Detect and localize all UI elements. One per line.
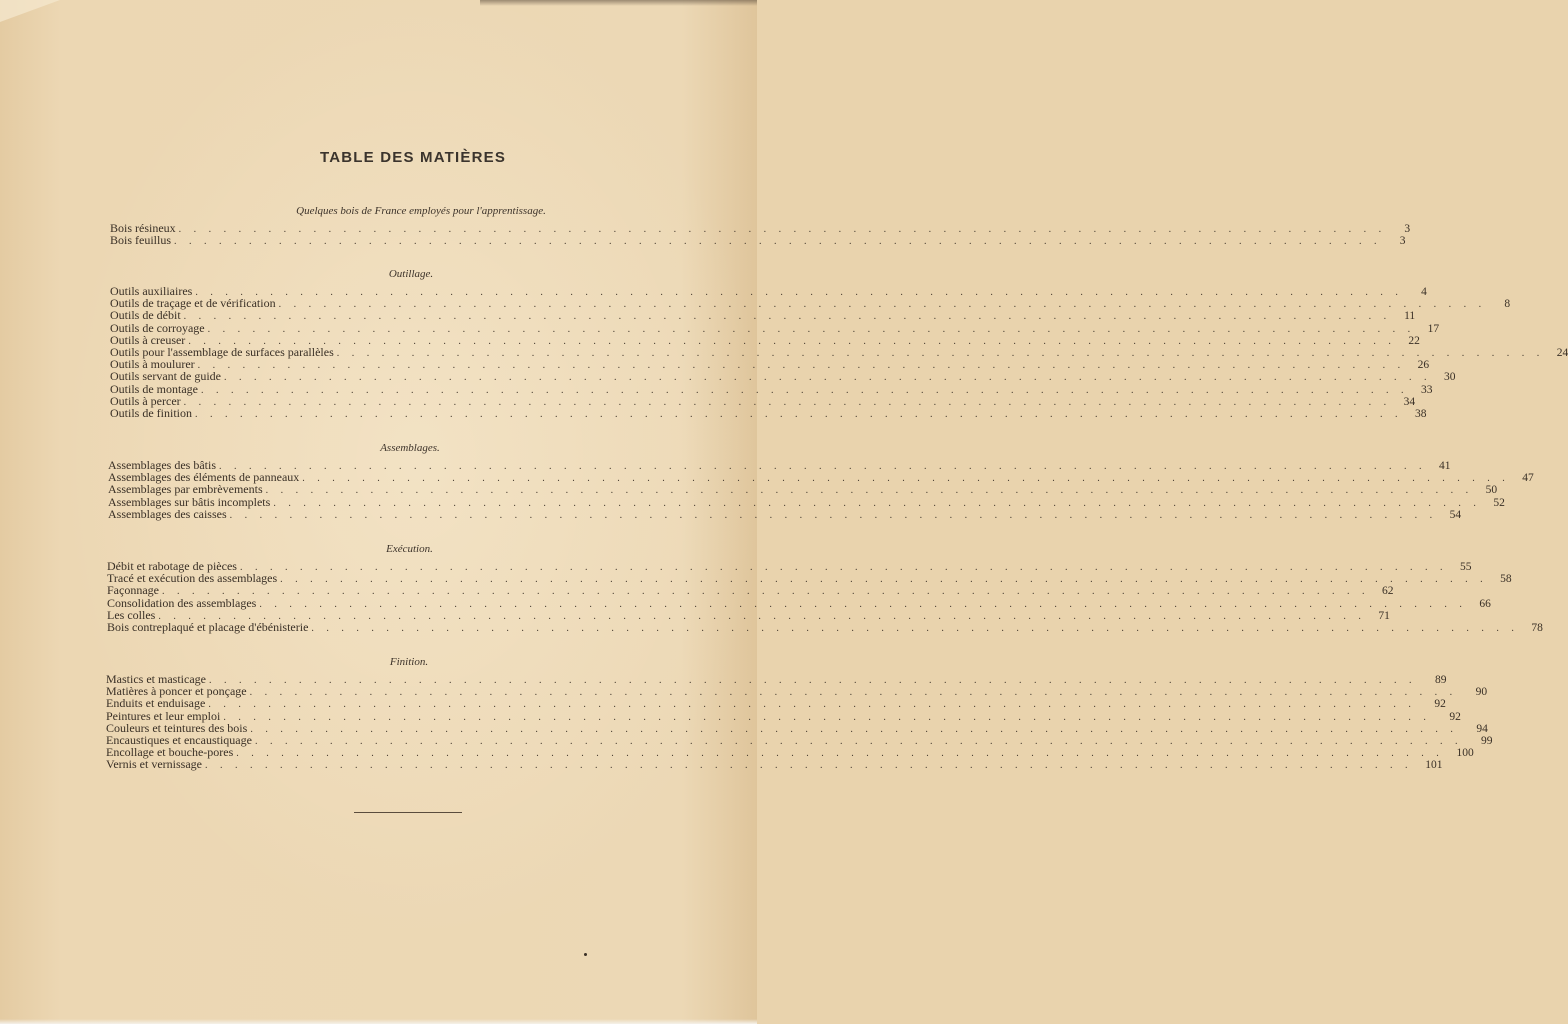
toc-entry-label: Les colles — [107, 607, 156, 622]
toc-entry — [110, 344, 1568, 359]
toc-entry — [106, 757, 1443, 772]
toc-entry-label: Assemblages des éléments de panneaux — [108, 470, 300, 485]
toc-entry-label: Outils auxiliaires — [110, 284, 193, 298]
toc-section-assemblages — [108, 442, 1534, 521]
toc-entry-page-number: 101 — [1425, 759, 1443, 772]
toc-entry-page-number: 94 — [1476, 722, 1488, 735]
toc-entry — [108, 482, 1498, 497]
dot-leader: . . . . . . . . . . . . . . . . . . . . . . . . . . . . . . . . . . . . . . . . . . . . . . . . . . . . . . . . . . . . . . . . . . . . . . . . . . . . . . . . . — [158, 610, 1366, 622]
dot-leader: . . . . . . . . . . . . . . . . . . . . . . . . . . . . . . . . . . . . . . . . . . . . . . . . . . . . . . . . . . . . . . . . . . . . . . . . . . . . . . . . . — [208, 699, 1416, 711]
toc-entry — [110, 369, 1456, 384]
closing-rule — [354, 812, 462, 813]
toc-section-outillage — [110, 268, 1568, 420]
section-heading: Quelques bois de France employés pour l'apprentissage. — [296, 205, 546, 217]
toc-entry — [110, 296, 1511, 311]
toc-entry-page-number: 100 — [1456, 747, 1474, 760]
toc-entry-page-number: 22 — [1408, 334, 1420, 347]
toc-entry-page-number: 11 — [1404, 310, 1416, 323]
toc-entry — [110, 233, 1406, 248]
paper-speck — [584, 953, 587, 956]
toc-entry-page-number: 24 — [1556, 346, 1568, 359]
toc-entry-page-number: 38 — [1415, 407, 1427, 420]
dot-leader: . . . . . . . . . . . . . . . . . . . . . . . . . . . . . . . . . . . . . . . . . . . . . . . . . . . . . . . . . . . . . . . . . . . . . . . . . . . . . . . . . — [278, 299, 1487, 311]
entry-list — [108, 458, 1534, 521]
dot-leader: . . . . . . . . . . . . . . . . . . . . . . . . . . . . . . . . . . . . . . . . . . . . . . . . . . . . . . . . . . . . . . . . . . . . . . . . . . . . . . . . . — [204, 760, 1413, 772]
entry-list — [110, 221, 1411, 248]
toc-entry-page-number: 78 — [1531, 621, 1543, 634]
dot-leader: . . . . . . . . . . . . . . . . . . . . . . . . . . . . . . . . . . . . . . . . . . . . . . . . . . . . . . . . . . . . . . . . . . . . . . . . . . . . . . . . . — [188, 335, 1396, 347]
toc-entry-page-number: 92 — [1434, 698, 1446, 711]
toc-entry-label: Outils à creuser — [110, 332, 186, 347]
toc-entry-page-number: 54 — [1449, 508, 1462, 521]
toc-entry-label: Assemblages sur bâtis incomplets — [108, 494, 271, 509]
toc-section-execution — [107, 543, 1543, 634]
toc-entry-page-number: 26 — [1417, 359, 1430, 372]
toc-entry-page-number: 41 — [1438, 460, 1451, 472]
toc-entry-label: Débit et rabotage de pièces — [107, 559, 237, 573]
dot-leader: . . . . . . . . . . . . . . . . . . . . . . . . . . . . . . . . . . . . . . . . . . . . . . . . . . . . . . . . . . . . . . . . . . . . . . . . . . . . . . . . . — [174, 236, 1382, 248]
dot-leader: . . . . . . . . . . . . . . . . . . . . . . . . . . . . . . . . . . . . . . . . . . . . . . . . . . . . . . . . . . . . . . . . . . . . . . . . . . . . . . . . . — [183, 396, 1392, 408]
dot-leader: . . . . . . . . . . . . . . . . . . . . . . . . . . . . . . . . . . . . . . . . . . . . . . . . . . . . . . . . . . . . . . . . . . . . . . . . . . . . . . . . . — [311, 622, 1519, 634]
toc-entry-page-number: 34 — [1403, 395, 1416, 408]
dot-leader: . . . . . . . . . . . . . . . . . . . . . . . . . . . . . . . . . . . . . . . . . . . . . . . . . . . . . . . . . . . . . . . . . . . . . . . . . . . . . . . . . — [195, 408, 1403, 420]
toc-entry-label: Outils de finition — [110, 405, 192, 420]
toc-entry — [110, 221, 1411, 235]
toc-entry-label: Encollage et bouche-pores — [106, 745, 234, 760]
toc-entry-label: Outils servant de guide — [110, 369, 221, 384]
toc-entry-page-number: 30 — [1443, 371, 1456, 384]
toc-entry-label: Bois contreplaqué et placage d'ébénisterie — [107, 619, 309, 634]
dot-leader: . . . . . . . . . . . . . . . . . . . . . . . . . . . . . . . . . . . . . . . . . . . . . . . . . . . . . . . . . . . . . . . . . . . . . . . . . . . . . . . . . — [249, 687, 1458, 699]
page-corner-fold — [0, 0, 60, 22]
section-heading: Finition. — [389, 656, 429, 668]
toc-entry — [108, 506, 1462, 521]
toc-entry — [107, 595, 1491, 610]
toc-entry-label: Peintures et leur emploi — [106, 708, 221, 723]
toc-entry-page-number: 99 — [1480, 734, 1493, 747]
toc-entry-label: Outils pour l'assemblage de surfaces parallèles — [110, 344, 334, 359]
toc-entry-page-number: 92 — [1449, 710, 1461, 723]
dot-leader: . . . . . . . . . . . . . . . . . . . . . . . . . . . . . . . . . . . . . . . . . . . . . . . . . . . . . . . . . . . . . . . . . . . . . . . . . . . . . . . . . — [280, 574, 1488, 586]
toc-entry — [107, 619, 1543, 634]
dot-leader: . . . . . . . . . . . . . . . . . . . . . . . . . . . . . . . . . . . . . . . . . . . . . . . . . . . . . . . . . . . . . . . . . . . . . . . . . . . . . . . . . — [239, 562, 1448, 573]
toc-entry-page-number: 4 — [1421, 286, 1427, 298]
toc-entry — [110, 308, 1416, 323]
toc-entry — [110, 405, 1427, 420]
toc-entry-label: Façonnage — [107, 583, 159, 598]
page-top-edge-shadow — [480, 0, 757, 6]
toc-entry-label: Bois résineux — [110, 221, 176, 235]
dot-leader: . . . . . . . . . . . . . . . . . . . . . . . . . . . . . . . . . . . . . . . . . . . . . . . . . . . . . . . . . . . . . . . . . . . . . . . . . . . . . . . . . — [178, 224, 1387, 235]
toc-entry — [108, 494, 1505, 509]
toc-entry-page-number: 33 — [1420, 383, 1433, 396]
toc-entry-label: Mastics et masticage — [106, 672, 206, 686]
dot-leader: . . . . . . . . . . . . . . . . . . . . . . . . . . . . . . . . . . . . . . . . . . . . . . . . . . . . . . . . . . . . . . . . . . . . . . . . . . . . . . . . . — [223, 711, 1431, 723]
entry-list — [110, 284, 1568, 420]
toc-entry-label: Consolidation des assemblages — [107, 595, 257, 610]
toc-entry-label: Couleurs et teintures des bois — [106, 720, 248, 735]
section-heading: Assemblages. — [380, 442, 440, 454]
toc-entry-page-number: 66 — [1479, 597, 1491, 610]
toc-entry-page-number: 62 — [1381, 585, 1394, 598]
toc-entry-page-number: 71 — [1378, 609, 1390, 622]
toc-entry-label: Outils de montage — [110, 381, 198, 396]
toc-entry — [110, 393, 1416, 408]
toc-entry — [106, 708, 1461, 723]
dot-leader: . . . . . . . . . . . . . . . . . . . . . . . . . . . . . . . . . . . . . . . . . . . . . . . . . . . . . . . . . . . . . . . . . . . . . . . . . . . . . . . . . — [195, 287, 1403, 298]
toc-entry — [107, 571, 1512, 586]
dot-leader: . . . . . . . . . . . . . . . . . . . . . . . . . . . . . . . . . . . . . . . . . . . . . . . . . . . . . . . . . . . . . . . . . . . . . . . . . . . . . . . . . — [336, 347, 1545, 359]
toc-entry — [106, 696, 1446, 711]
section-heading: Exécution. — [386, 543, 433, 555]
toc-entry-label: Enduits et enduisage — [106, 696, 206, 711]
dot-leader: . . . . . . . . . . . . . . . . . . . . . . . . . . . . . . . . . . . . . . . . . . . . . . . . . . . . . . . . . . . . . . . . . . . . . . . . . . . . . . . . . — [161, 586, 1370, 598]
dot-leader: . . . . . . . . . . . . . . . . . . . . . . . . . . . . . . . . . . . . . . . . . . . . . . . . . . . . . . . . . . . . . . . . . . . . . . . . . . . . . . . . . — [265, 485, 1474, 497]
dot-leader: . . . . . . . . . . . . . . . . . . . . . . . . . . . . . . . . . . . . . . . . . . . . . . . . . . . . . . . . . . . . . . . . . . . . . . . . . . . . . . . . . — [197, 360, 1406, 372]
entry-list — [106, 672, 1493, 772]
toc-entry-label: Assemblages des caisses — [108, 506, 227, 521]
toc-entry-label: Assemblages des bâtis — [108, 458, 216, 472]
dot-leader: . . . . . . . . . . . . . . . . . . . . . . . . . . . . . . . . . . . . . . . . . . . . . . . . . . . . . . . . . . . . . . . . . . . . . . . . . . . . . . . . . — [200, 384, 1409, 396]
toc-entry-page-number: 58 — [1500, 573, 1512, 586]
toc-entry-label: Encaustiques et encaustiquage — [106, 732, 252, 747]
entry-list — [107, 559, 1543, 634]
toc-entry-page-number: 17 — [1427, 322, 1440, 335]
toc-entry — [110, 320, 1440, 335]
toc-entry-page-number: 47 — [1522, 472, 1534, 485]
toc-entry-label: Outils de débit — [110, 308, 181, 323]
dot-leader: . . . . . . . . . . . . . . . . . . . . . . . . . . . . . . . . . . . . . . . . . . . . . . . . . . . . . . . . . . . . . . . . . . . . . . . . . . . . . . . . . — [259, 598, 1467, 610]
dot-leader: . . . . . . . . . . . . . . . . . . . . . . . . . . . . . . . . . . . . . . . . . . . . . . . . . . . . . . . . . . . . . . . . . . . . . . . . . . . . . . . . . — [302, 473, 1510, 485]
toc-entry-label: Matières à poncer et ponçage — [106, 684, 247, 699]
toc-entry-label: Outils à percer — [110, 393, 181, 408]
toc-section-bois — [110, 205, 1411, 248]
toc-entry — [107, 583, 1394, 598]
toc-entry-label: Vernis et vernissage — [106, 757, 202, 772]
page-bottom-edge — [0, 1019, 757, 1024]
toc-entry-page-number: 3 — [1399, 235, 1406, 248]
dot-leader: . . . . . . . . . . . . . . . . . . . . . . . . . . . . . . . . . . . . . . . . . . . . . . . . . . . . . . . . . . . . . . . . . . . . . . . . . . . . . . . . . — [250, 723, 1458, 735]
toc-entry — [110, 381, 1433, 396]
page-title: TABLE DES MATIÈRES — [319, 149, 507, 166]
dot-leader: . . . . . . . . . . . . . . . . . . . . . . . . . . . . . . . . . . . . . . . . . . . . . . . . . . . . . . . . . . . . . . . . . . . . . . . . . . . . . . . . . — [236, 748, 1444, 760]
section-heading: Outillage. — [388, 268, 434, 280]
toc-entry-page-number: 55 — [1459, 561, 1472, 573]
toc-entry-label: Bois feuillus — [110, 233, 172, 248]
toc-section-finition — [106, 656, 1493, 772]
toc-entry-page-number: 52 — [1493, 496, 1505, 509]
dot-leader: . . . . . . . . . . . . . . . . . . . . . . . . . . . . . . . . . . . . . . . . . . . . . . . . . . . . . . . . . . . . . . . . . . . . . . . . . . . . . . . . . — [183, 311, 1392, 323]
dot-leader: . . . . . . . . . . . . . . . . . . . . . . . . . . . . . . . . . . . . . . . . . . . . . . . . . . . . . . . . . . . . . . . . . . . . . . . . . . . . . . . . . — [223, 372, 1432, 384]
toc-entry-page-number: 3 — [1404, 223, 1411, 235]
toc-entry-page-number: 8 — [1504, 298, 1511, 311]
toc-entry-page-number: 90 — [1475, 686, 1488, 699]
dot-leader: . . . . . . . . . . . . . . . . . . . . . . . . . . . . . . . . . . . . . . . . . . . . . . . . . . . . . . . . . . . . . . . . . . . . . . . . . . . . . . . . . — [273, 497, 1481, 509]
toc-entry-label: Outils à moulurer — [110, 357, 195, 372]
dot-leader: . . . . . . . . . . . . . . . . . . . . . . . . . . . . . . . . . . . . . . . . . . . . . . . . . . . . . . . . . . . . . . . . . . . . . . . . . . . . . . . . . — [254, 735, 1463, 747]
toc-entry-label: Outils de traçage et de vérification — [110, 296, 276, 311]
dot-leader: . . . . . . . . . . . . . . . . . . . . . . . . . . . . . . . . . . . . . . . . . . . . . . . . . . . . . . . . . . . . . . . . . . . . . . . . . . . . . . . . . — [208, 675, 1417, 686]
toc-entry-label: Tracé et exécution des assemblages — [107, 571, 278, 586]
dot-leader: . . . . . . . . . . . . . . . . . . . . . . . . . . . . . . . . . . . . . . . . . . . . . . . . . . . . . . . . . . . . . . . . . . . . . . . . . . . . . . . . . — [229, 509, 1438, 521]
toc-entry-label: Outils de corroyage — [110, 320, 205, 335]
toc-entry-page-number: 89 — [1434, 674, 1447, 686]
toc-entry-page-number: 50 — [1485, 484, 1498, 497]
dot-leader: . . . . . . . . . . . . . . . . . . . . . . . . . . . . . . . . . . . . . . . . . . . . . . . . . . . . . . . . . . . . . . . . . . . . . . . . . . . . . . . . . — [218, 461, 1427, 472]
toc-entry-label: Assemblages par embrèvements — [108, 482, 263, 497]
dot-leader: . . . . . . . . . . . . . . . . . . . . . . . . . . . . . . . . . . . . . . . . . . . . . . . . . . . . . . . . . . . . . . . . . . . . . . . . . . . . . . . . . — [207, 323, 1416, 335]
